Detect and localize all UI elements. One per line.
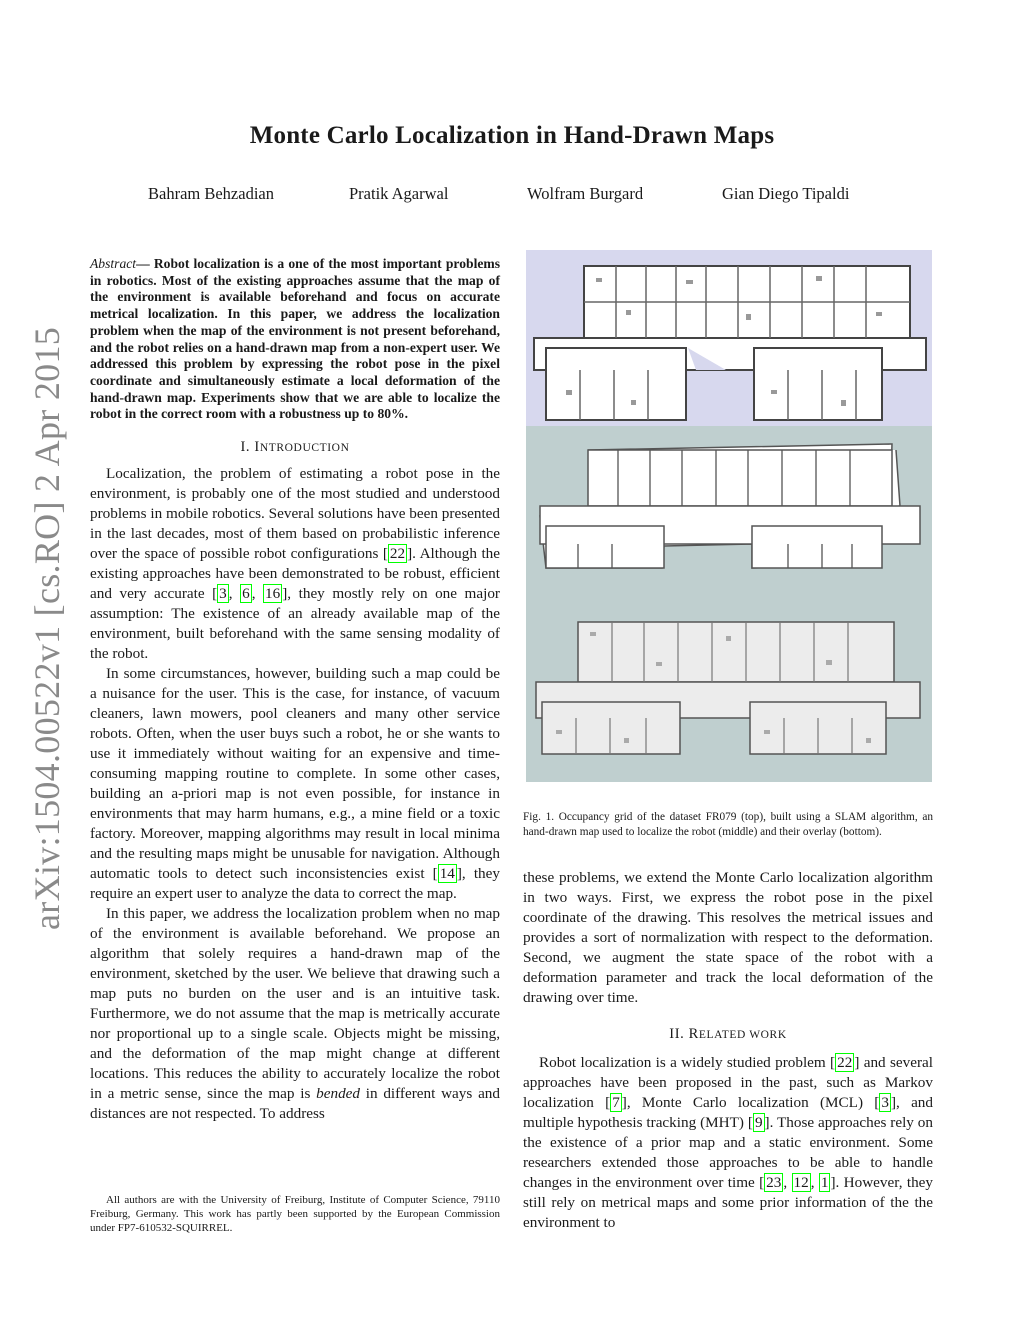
citation-link[interactable]: 16 — [265, 585, 281, 603]
author-4: Gian Diego Tipaldi — [722, 184, 850, 203]
citation-link[interactable]: 12 — [793, 1174, 809, 1191]
paper-title: Monte Carlo Localization in Hand-Drawn Maps — [249, 122, 775, 149]
citation-link[interactable]: 22 — [837, 1054, 853, 1071]
hand-drawn-and-overlay-panel — [526, 426, 932, 782]
citation-link[interactable]: 6 — [242, 585, 250, 603]
arxiv-identifier: arXiv:1504.00522v1 [cs.RO] 2 Apr 2015 — [27, 326, 67, 930]
abstract-text: — Robot localization is a one of the most important problems in robotics. Most of the existing approaches assume that the map of the environment is available beforehand and focus on accurate metrical localization. In this paper, we address the localization problem when the map of the environment is not present beforehand, and the robot relies on a hand-drawn map from a non-expert user. We addressed this problem by expressing the robot pose in the pixel coordinate and simultaneously estimate a local deformation of the hand-drawn map. Experiments show that we are able to localize the robot in the correct room with a robustness up to 80%. — [90, 256, 500, 422]
hand-drawn-map — [526, 426, 932, 782]
section-heading-introduction — [90, 437, 500, 458]
citation-link[interactable]: 3 — [881, 1094, 889, 1111]
section-title-rest: NTRODUCTION — [259, 442, 350, 455]
section-title-initial: I — [254, 439, 260, 456]
author-3: Wolfram Burgard — [527, 184, 644, 203]
section-title-initial: R — [688, 1026, 699, 1042]
figure-caption: Fig. 1. Occupancy grid of the dataset FR079 (top), built using a SLAM algorithm, an hand-drawn map used to localize the robot (middle) and their overlay (bottom). — [523, 811, 933, 838]
section-number: II. — [669, 1026, 685, 1042]
related-work-paragraph: Robot localization is a widely studied problem [ 22 ] and several approaches have been proposed in the past, such as Markov localization [ 7 ], Monte Carlo localization (MCL) [ 3 ], and multiple hypothesis tracking (MHT) [ 9 ]. Those approaches rely on the existence of a prior map and a static environment. Some researchers extended those approaches to be able to handle changes in the environment over time [ 23 , 12 , 1 ]. However, they still rely on metrical maps and some prior information of the the environment to — [523, 1054, 934, 1231]
citation-link[interactable]: 1 — [820, 1174, 829, 1191]
citation-link[interactable]: 3 — [219, 585, 227, 603]
citation-link[interactable]: 9 — [754, 1114, 763, 1131]
section-heading-related-work — [523, 1024, 933, 1045]
citation-link[interactable]: 7 — [612, 1094, 620, 1111]
section-number: I. — [240, 439, 251, 456]
author-2: Pratik Agarwal — [349, 184, 449, 203]
occupancy-grid-panel — [526, 250, 932, 426]
intro-paragraph-1: Localization, the problem of estimating a robot pose in the environment, is probably one of the most studied and understood problems in mobile robotics. Several solutions have been presented in the last decades, most of them based on probabilistic inference over the space of possible robot configurations [ 22 ]. Although the existing approaches have been demonstrated to be robust, efficient and very accurate [ 3 , 6 , 16 ], they mostly rely on one major assumption: The existence of an already available map of the environment, built beforehand with the same sensing modality of the robot. — [90, 465, 500, 663]
intro-paragraph-3: In this paper, we address the localization problem when no map of the environment is available beforehand. We propose an algorithm that solely requires a hand-drawn map of the environment, sketched by the user. We believe that drawing such a map puts no burden on the user and is an intuitive task. Furthermore, we do not assume that the map is metrically accurate nor proportional up to a single scale. Objects might be missing, and the deformation of the map might change at different locations. This reduces the ability to accurately localize the robot in a metric sense, since the map is bended in different ways and distances are not respected. To address — [90, 905, 500, 1123]
abstract-label: Abstract — [90, 256, 137, 271]
citation-link[interactable]: 14 — [439, 865, 455, 883]
figure-1 — [526, 250, 932, 782]
occupancy-grid-map — [526, 250, 932, 426]
intro-paragraph-2: In some circumstances, however, building such a map could be a nuisance for the user. This is the case, for instance, of vacuum cleaners, lawn mowers, pool cleaners and many other service robots. Often, when the user buys such a robot, he or she wants to use it immediately without waiting for an expensive and time-consuming mapping routine to complete. In some other cases, building an a-priori map is not even possible, for instance in environments that may harm humans, e.g., a mine field or a toxic factory. Moreover, mapping algorithms may result in local minima and the resulting maps might be unusable for navigation. Although automatic tools to detect such inconsistencies exist [ 14 ], they require an expert user to analyze the data to correct the map. — [90, 665, 500, 903]
left-column — [90, 256, 500, 1124]
affiliation-footnote: All authors are with the University of Freiburg, Institute of Computer Science, 79110 Freiburg, Germany. This work has partly been supported by the European Commission under FP7-610532-SQUIRREL. — [90, 1194, 500, 1234]
author-1: Bahram Behzadian — [148, 184, 274, 203]
section-title-rest: WORK — [749, 1029, 787, 1041]
right-column — [523, 868, 933, 1233]
citation-link[interactable]: 22 — [389, 545, 406, 563]
author-list — [0, 184, 1024, 208]
right-paragraph-1: these problems, we extend the Monte Carlo localization algorithm in two ways. First, we express the robot pose in the pixel coordinate of the drawing. This resolves the metrical issues and provides a sort of normalization with respect to the deformation. Second, we augment the state space of the robot with a deformation parameter and track the local deformation of the drawing over time. — [523, 869, 933, 1006]
section-title-rest: ELATED — [698, 1029, 750, 1041]
abstract — [90, 256, 500, 423]
citation-link[interactable]: 23 — [766, 1174, 782, 1191]
